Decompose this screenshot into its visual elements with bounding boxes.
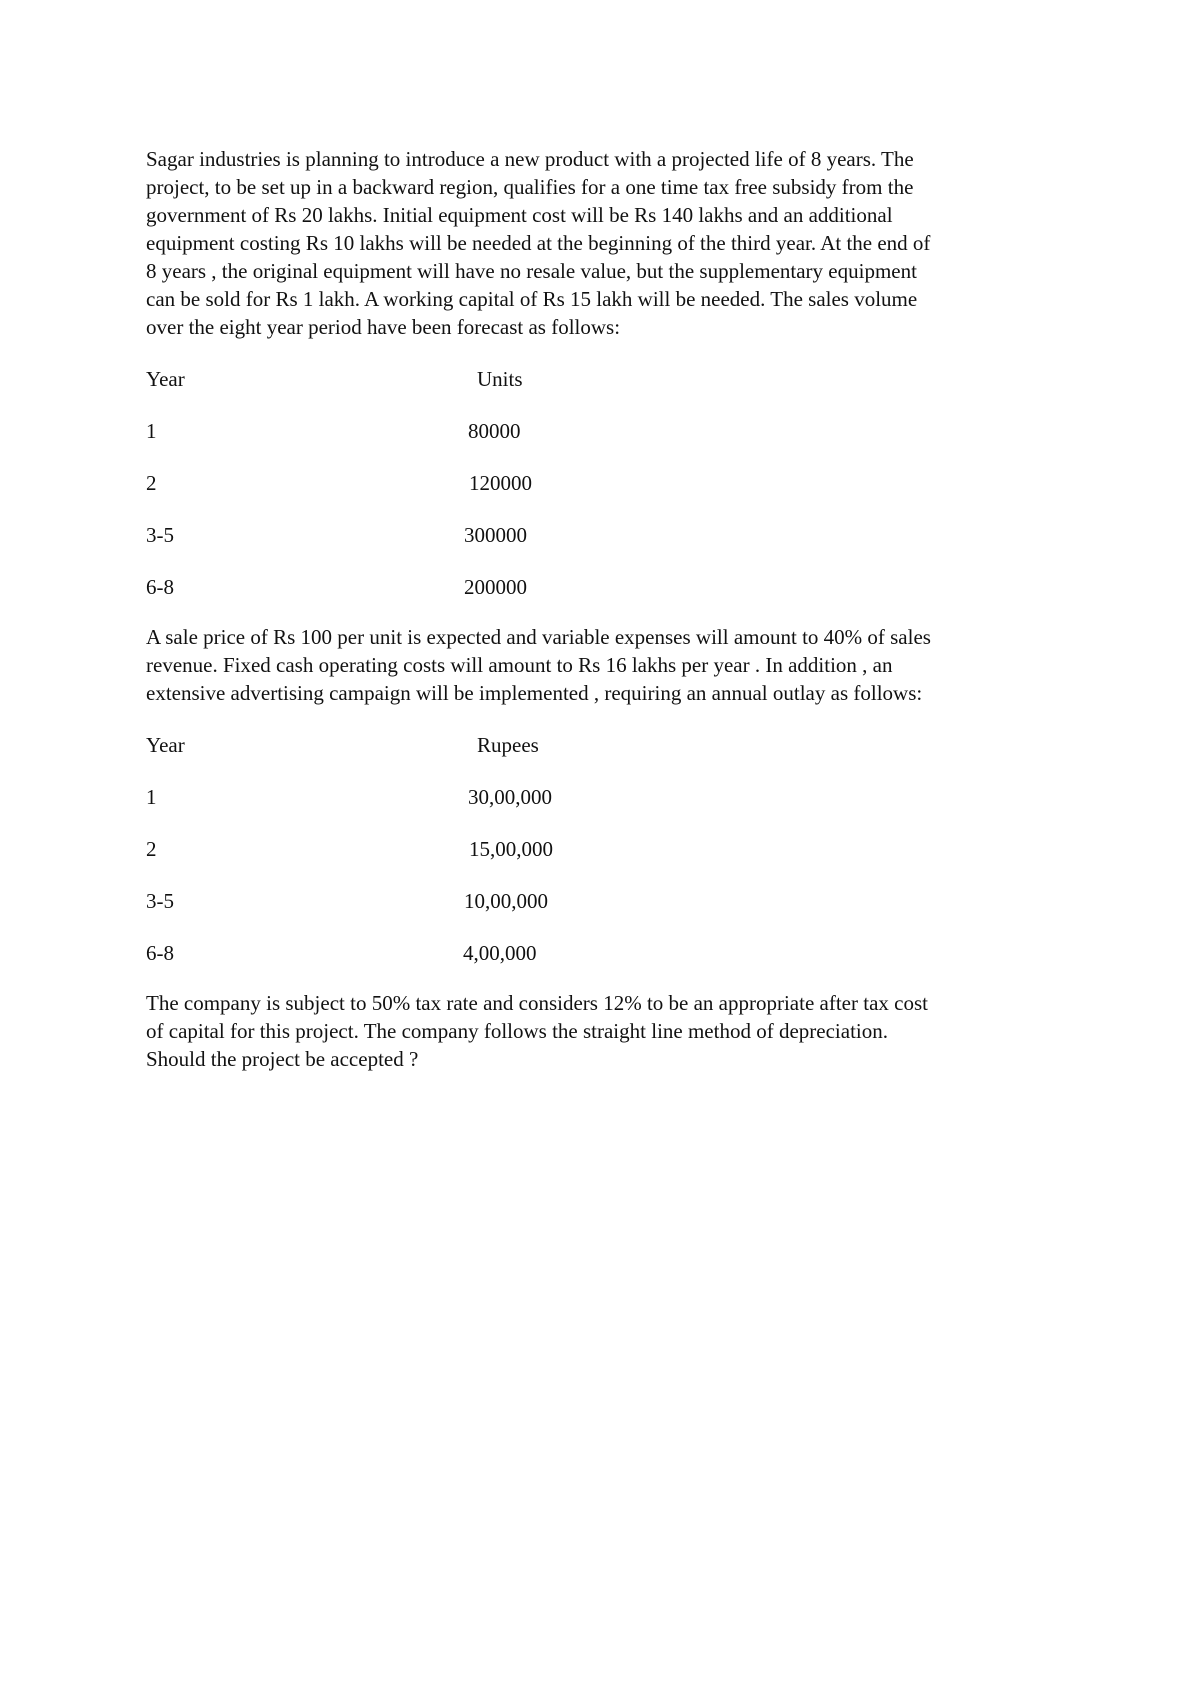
rupees-column-header: Rupees [477, 733, 539, 757]
year-cell: 2 [146, 837, 157, 861]
units-cell: 120000 [469, 471, 532, 495]
units-cell: 80000 [468, 419, 521, 443]
units-column-header: Units [477, 367, 523, 391]
year-column-header: Year [146, 367, 185, 391]
year-cell: 6-8 [146, 575, 174, 599]
year-cell: 1 [146, 785, 157, 809]
table-header-row [146, 365, 1066, 393]
rupees-cell: 4,00,000 [463, 941, 537, 965]
table-row [146, 939, 1066, 967]
units-cell: 300000 [464, 523, 527, 547]
advertising-outlay-table [146, 731, 1066, 967]
year-cell: 1 [146, 419, 157, 443]
document-page [146, 145, 1066, 1073]
table-row [146, 521, 1066, 549]
table-row [146, 573, 1066, 601]
rupees-cell: 10,00,000 [464, 889, 548, 913]
year-column-header: Year [146, 733, 185, 757]
conclusion-paragraph: The company is subject to 50% tax rate and considers 12% to be an appropriate after tax cost of capital for this project. The company follows the straight line method of depreciation. Should the project be accepted ? [146, 991, 928, 1071]
year-cell: 3-5 [146, 889, 174, 913]
units-cell: 200000 [464, 575, 527, 599]
table-row [146, 783, 1066, 811]
sales-volume-table [146, 365, 1066, 601]
rupees-cell: 30,00,000 [468, 785, 552, 809]
year-cell: 3-5 [146, 523, 174, 547]
table-row [146, 887, 1066, 915]
rupees-cell: 15,00,000 [469, 837, 553, 861]
year-cell: 6-8 [146, 941, 174, 965]
table-row [146, 469, 1066, 497]
table-header-row [146, 731, 1066, 759]
table-row [146, 835, 1066, 863]
year-cell: 2 [146, 471, 157, 495]
pricing-paragraph: A sale price of Rs 100 per unit is expected and variable expenses will amount to 40% of sales revenue. Fixed cash operating costs will amount to Rs 16 lakhs per year . In addition , an extensive advertising campaign will be implemented , requiring an annual outlay as follows: [146, 625, 931, 705]
intro-paragraph: Sagar industries is planning to introduce a new product with a projected life of 8 years. The project, to be set up in a backward region, qualifies for a one time tax free subsidy from the government of Rs 20 lakhs. Initial equipment cost will be Rs 140 lakhs and an additional equipment costing Rs 10 lakhs will be needed at the beginning of the third year. At the end of 8 years , the original equipment will have no resale value, but the supplementary equipment can be sold for Rs 1 lakh. A working capital of Rs 15 lakh will be needed. The sales volume over the eight year period have been forecast as follows: [146, 147, 931, 339]
table-row [146, 417, 1066, 445]
